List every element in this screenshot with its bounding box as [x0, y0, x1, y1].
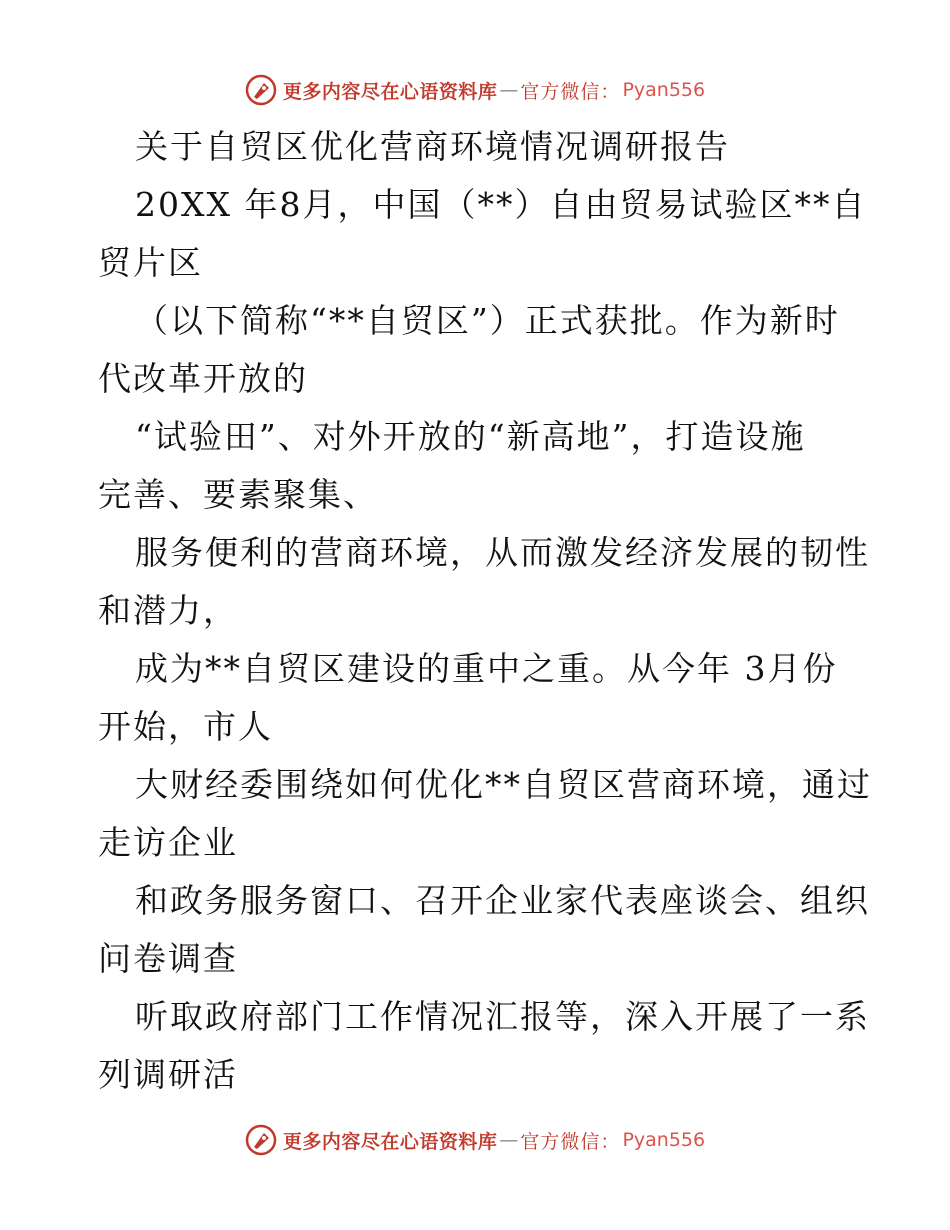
header-banner: [0, 70, 950, 110]
text-line: 完善、要素聚集、: [98, 475, 378, 514]
text-line: 大财经委围绕如何优化**自贸区营商环境，通过: [135, 765, 872, 804]
text-line: 列调研活: [98, 1055, 238, 1094]
banner-separator: —: [499, 79, 519, 101]
text-line: 代改革开放的: [98, 359, 308, 398]
document-body: [98, 118, 872, 1104]
banner-title: 更多内容尽在心语资料库: [282, 1130, 498, 1153]
text-line: 开始，市人: [98, 707, 273, 746]
text-line: 和政务服务窗口、召开企业家代表座谈会、组织: [135, 881, 870, 920]
banner-separator: —: [499, 1129, 519, 1151]
footer-banner: [0, 1120, 950, 1160]
banner-wechat-label: 官方微信：: [520, 1130, 621, 1153]
text-line: 20XX 年8月，中国（**）自由贸易试验区**自: [135, 185, 867, 224]
text-line: 成为**自贸区建设的重中之重。从今年 3月份: [135, 649, 838, 688]
text-line: 听取政府部门工作情况汇报等，深入开展了一系: [135, 997, 870, 1036]
text-line: 走访企业: [98, 823, 238, 862]
text-line: 问卷调查: [98, 939, 238, 978]
banner-wechat-id: Pyan556: [622, 79, 706, 101]
text-line: 贸片区: [98, 243, 203, 282]
text-line: 服务便利的营商环境，从而激发经济发展的韧性: [135, 533, 870, 572]
text-line: （以下简称“**自贸区”）正式获批。作为新时: [135, 301, 840, 340]
banner-title: 更多内容尽在心语资料库: [282, 80, 498, 103]
document-title: 关于自贸区优化营商环境情况调研报告: [135, 127, 730, 166]
pen-nib-logo-icon: [245, 1124, 277, 1156]
text-line: 和潜力，: [98, 591, 238, 630]
banner-wechat-label: 官方微信：: [520, 80, 621, 103]
banner-wechat-id: Pyan556: [622, 1129, 706, 1151]
text-line: “试验田”、对外开放的“新高地”，打造设施: [135, 417, 806, 456]
pen-nib-logo-icon: [245, 74, 277, 106]
